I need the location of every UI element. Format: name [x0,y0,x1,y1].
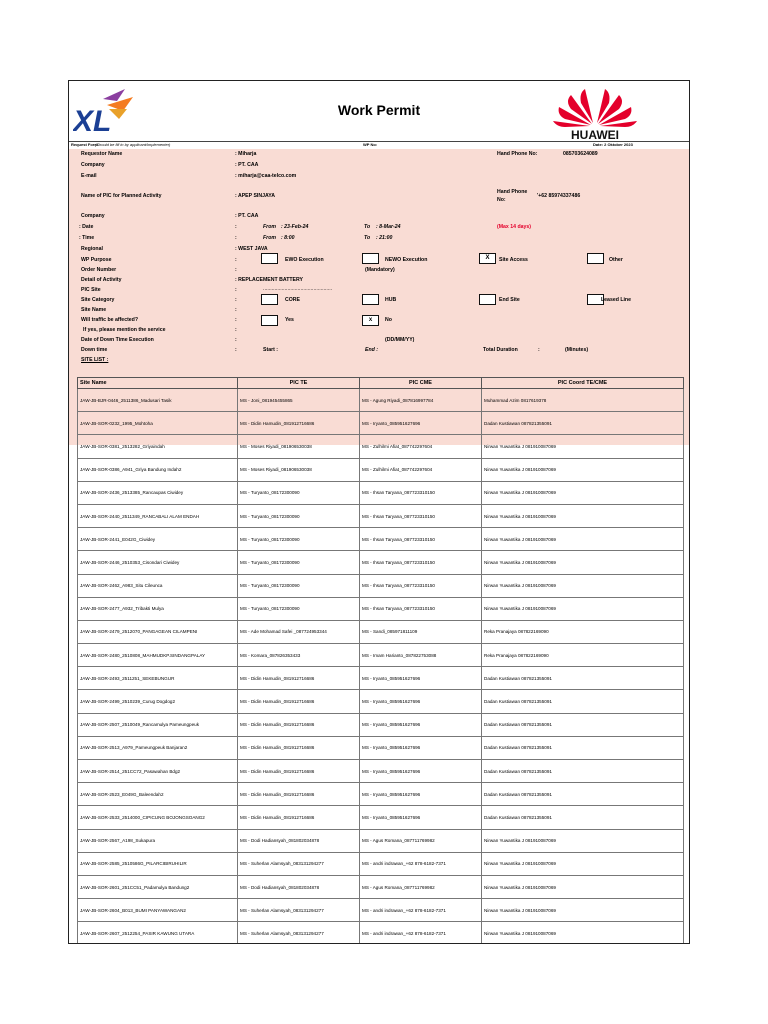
pic-coord-cell: Nirwan Yuwantika J 081910087069 [482,481,684,504]
date-from-label: From [263,224,276,230]
pic-coord-cell: Muhammad Azim 0817619378 [482,389,684,412]
core-label: CORE [285,297,300,303]
pic-te-cell: MS - Didin Hamudin_081912716686 [238,783,360,806]
date-label: Date: 2 Oktober 2023 [593,142,633,147]
pic-cme-cell: MS - Iryanto_085951627696 [360,713,482,736]
pic-cme-cell: MS - Ihsan Taryana_087723310150 [360,597,482,620]
time-row-label: : Time [79,235,95,241]
site-list-table [77,377,684,944]
pic-cme-cell: MS - Iryanto_085951627696 [360,412,482,435]
time-to-value[interactable]: : 21:00 [376,235,393,241]
column-header-site-name: Site Name [78,378,238,389]
pic-coord-cell: Nirwan Yuwantika J 081910087069 [482,528,684,551]
ewo-execution-label: EWO Execution [285,257,324,263]
pic-coord-cell: Nirwan Yuwantika J 081910087069 [482,852,684,875]
site-name-cell: JAW-JB-SOR-2480_2510808_MAHMUDKP.SINDANGPALAY [78,644,238,667]
down-date-label: Date of Down Time Execution [81,337,154,343]
pic-te-cell: MS - Dodi Hadiansyah_081802034878 [238,875,360,898]
pic-te-cell: MS - Didin Hamudin_081912716686 [238,690,360,713]
site-name-cell: JAW-JB-SOR-2462_A983_Situ Cileunca [78,574,238,597]
start-label: Start : [263,347,278,353]
table-row [78,551,684,574]
table-row [78,922,684,944]
table-row [78,875,684,898]
down-date-colon: : [235,337,237,343]
table-row [78,481,684,504]
pic-te-cell: MS - Suherlan Alamsyah_083131294277 [238,899,360,922]
site-name-cell: JAW-JB-SOR-2440_2511349_RANCABALI ALAM ENDAH [78,504,238,527]
hand-phone-value[interactable]: 085703624089 [563,151,598,157]
time-colon: : [235,235,237,241]
table-row [78,806,684,829]
pic-coord-cell: Reka Pranajaya 087822169090 [482,620,684,643]
site-name-cell: JAW-JB-SOR-2567_A198_Sukapura [78,829,238,852]
pic-te-cell: MS - Turyanto_08172300090 [238,551,360,574]
pic-te-cell: MS - Moses Riyadi_081906530038 [238,458,360,481]
other-checkbox[interactable] [587,253,604,264]
pic-cme-cell: MS - Iryanto_085951627696 [360,760,482,783]
pic-coord-cell: Nirwan Yuwantika J 081910087069 [482,574,684,597]
pic-cme-cell: MS - Ihsan Taryana_087723310150 [360,481,482,504]
pic-hand-phone-label: Hand Phone [497,189,528,195]
site-name-cell: JAW-JB-BJR-0446_2511386_Madusari Tasik [78,389,238,412]
pic-coord-cell: Nirwan Yuwantika J 081910087069 [482,829,684,852]
pic-cme-cell: MS - Ihsan Taryana_087723310150 [360,574,482,597]
email-value[interactable]: : miharja@caa-telco.com [235,173,297,179]
table-row [78,736,684,759]
table-row [78,760,684,783]
pic-company-value[interactable]: : PT. CAA [235,213,259,219]
pic-coord-cell: Dadan Kustiawan 087821355091 [482,736,684,759]
table-row [78,458,684,481]
email-label: E-mail [81,173,97,179]
site-name-label: Site Name [81,307,107,313]
site-name-cell: JAW-JB-SOR-2436_2513385_Rancaupas Ciwidey [78,481,238,504]
pic-cme-cell: MS - Agung Riyadi_087816997784 [360,389,482,412]
regional-label: Regional [81,246,103,252]
pic-coord-cell: Dadan Kustiawan 087821355091 [482,690,684,713]
table-row [78,574,684,597]
site-name-cell: JAW-JB-SOR-2441_E042G_Ciwidey [78,528,238,551]
company-value[interactable]: : PT. CAA [235,162,259,168]
pic-coord-cell: Nirwan Yuwantika J 081910087069 [482,597,684,620]
pic-cme-cell: MS - Iryanto_085951627696 [360,783,482,806]
site-category-colon: : [235,297,237,303]
wp-no-label: WP No: [363,142,378,147]
pic-cme-cell: MS - andri indrawan_+62 878-6182-7371 [360,852,482,875]
ewo-execution-checkbox[interactable] [261,253,278,264]
pic-coord-cell: Dadan Kustiawan 087821355091 [482,760,684,783]
site-name-cell: JAW-JB-SOR-0232_1995_Mohtoha [78,412,238,435]
pic-cme-cell: MS - Sandi_085971811109 [360,620,482,643]
column-header-pic-te: PIC TE [238,378,360,389]
date-to-value[interactable]: : 8-Mar-24 [376,224,401,230]
wp-purpose-label: WP Purpose [81,257,112,263]
core-checkbox[interactable] [261,294,278,305]
regional-value[interactable]: : WEST JAVA [235,246,268,252]
pic-te-cell: MS - Turyanto_08172300090 [238,504,360,527]
table-body [78,389,684,945]
site-name-cell: JAW-JB-SOR-2479_2512070_PANGAGEAN CILAMPENI [78,620,238,643]
pic-coord-cell: Nirwan Yuwantika J 081910087069 [482,551,684,574]
pic-coord-cell: Nirwan Yuwantika J 081910087069 [482,899,684,922]
total-duration-label: Total Duration [483,347,518,353]
svg-text:XL: XL [73,105,112,137]
total-duration-colon: : [538,347,540,353]
max-days-note: (Max 14 days) [497,224,532,230]
site-name-cell: JAW-JB-SOR-2601_251CC51_Padamulya Bandung2 [78,875,238,898]
pic-te-cell: MS - Dodi Hadiansyah_081802034878 [238,829,360,852]
pic-cme-cell: MS - Ihsan Taryana_087723310150 [360,504,482,527]
pic-te-cell: MS - Ade Mohamad Safei _087724953344 [238,620,360,643]
column-header-pic-cme: PIC CME [360,378,482,389]
request-form-label: Request Form [71,142,98,147]
page-title: Work Permit [337,102,421,118]
pic-coord-cell: Dadan Kustiawan 087821355091 [482,806,684,829]
table-row [78,435,684,458]
pic-cme-cell: MS - Iryanto_085951627696 [360,806,482,829]
pic-hand-phone-value[interactable]: '+62 85974337486 [537,193,581,199]
mention-service-label: If yes, please mention the service [83,327,166,333]
huawei-logo [545,83,645,141]
traffic-no-checkbox[interactable]: x [362,315,379,326]
table-row [78,899,684,922]
pic-te-cell: MS - Suherlan Alamsyah_083131294277 [238,852,360,875]
pic-coord-cell: Nirwan Yuwantika J 081910087069 [482,922,684,944]
minutes-label: (Minutes) [565,347,589,353]
site-list-title: SITE LIST : [81,357,109,363]
site-name-cell: JAW-JB-SOR-2493_2511251_SEKEBUNGUR [78,667,238,690]
site-name-cell: JAW-JB-SOR-2507_2510049_Rancamulya Pameungpeuk [78,713,238,736]
site-name-cell: JAW-JB-SOR-2514_251CC72_Pasawahan Bdg2 [78,760,238,783]
site-name-colon: : [235,307,237,313]
pic-name-label: Name of PIC for Planned Activity [81,193,162,199]
site-name-cell: JAW-JB-SOR-2499_2510239_Curug Dogdog2 [78,690,238,713]
site-name-cell: JAW-JB-SOR-2607_2512254_PASIR KAWUNG UTARA [78,922,238,944]
site-access-checkbox[interactable]: X [479,253,496,264]
table-row [78,620,684,643]
wp-purpose-colon: : [235,257,237,263]
pic-cme-cell: MS - Agus Romana_087711769982 [360,875,482,898]
huawei-wordmark: HUAWEI [571,128,619,141]
order-number-label: Order Number [81,267,117,273]
pic-cme-cell: MS - Agus Romana_087711769982 [360,829,482,852]
site-name-cell: JAW-JB-SOR-2523_E049G_Baleendah2 [78,783,238,806]
pic-cme-cell: MS - Zulhilmi Afiat_087742297604 [360,458,482,481]
table-row [78,667,684,690]
company-label: Company [81,162,105,168]
table-row [78,690,684,713]
header [69,81,689,142]
traffic-yes-label: Yes [285,317,294,323]
requestor-name-label: Requestor Name [81,151,123,157]
down-time-colon: : [235,347,237,353]
pic-coord-cell: Nirwan Yuwantika J 081910087069 [482,875,684,898]
traffic-yes-checkbox[interactable] [261,315,278,326]
site-name-cell: JAW-JB-SOR-2604_B013_BUMI PANYAWANGAN2 [78,899,238,922]
end-site-label: End Site [499,297,520,303]
table-row [78,783,684,806]
table-row [78,597,684,620]
time-from-label: From [263,235,276,241]
date-to-label: To [364,224,371,230]
table-row [78,713,684,736]
date-from-value[interactable]: : 23-Feb-24 [281,224,309,230]
order-number-colon: : [235,267,237,273]
pic-te-cell: MS - Moses Riyadi_081906530038 [238,435,360,458]
pic-cme-cell: MS - Ihsan Taryana_087723310150 [360,551,482,574]
time-to-label: To [364,235,371,241]
site-name-cell: JAW-JB-SOR-0381_2513282_Griyaindah [78,435,238,458]
date-colon: : [235,224,237,230]
table-row [78,389,684,412]
hub-label: HUB [385,297,397,303]
pic-cme-cell: MS - Iryanto_085951627696 [360,667,482,690]
pic-te-cell: MS - Didin Hamudin_081912716686 [238,412,360,435]
site-name-cell: JAW-JB-SOR-2585_2510586G_PILARCIBIRUHILIR [78,852,238,875]
pic-te-cell: MS - Turyanto_08172300090 [238,597,360,620]
detail-activity-label: Detail of Activity [81,277,122,283]
column-header-pic-coord: PIC Coord TE/CME [482,378,684,389]
newo-execution-checkbox[interactable] [362,253,379,264]
pic-te-cell: MS - Turyanto_08172300090 [238,528,360,551]
mandatory-note: (Mandatory) [365,267,395,273]
leased-line-label: Leased Line [601,297,631,303]
pic-coord-cell: Nirwan Yuwantika J 081910087069 [482,458,684,481]
pic-coord-cell: Dadan Kustiawan 087821355091 [482,713,684,736]
pic-site-label: PIC Site [81,287,101,293]
hub-checkbox[interactable] [362,294,379,305]
pic-coord-cell: Dadan Kustiawan 087821355091 [482,412,684,435]
table-row [78,644,684,667]
site-name-cell: JAW-JB-SOR-2513_A979_Pameungpeuk Banjaran2 [78,736,238,759]
traffic-label: Will traffic be affected? [81,317,139,323]
pic-coord-cell: Nirwan Yuwantika J 081910087069 [482,435,684,458]
pic-site-value[interactable]: ................................................ [263,286,333,292]
table-row [78,852,684,875]
pic-te-cell: MS - Didin Hamudin_081912716686 [238,713,360,736]
traffic-no-label: No [385,317,392,323]
pic-te-cell: MS - Didin Hamudin_081912716686 [238,760,360,783]
site-access-label: Site Access [499,257,528,263]
pic-cme-cell: MS - Zulhilmi Afiat_087742297604 [360,435,482,458]
pic-te-cell: MS - Turyanto_08172300090 [238,481,360,504]
date-row-label: : Date [79,224,94,230]
pic-company-label: Company [81,213,105,219]
pic-te-cell: MS - Didin Hamudin_081912716686 [238,806,360,829]
site-name-cell: JAW-JB-SOR-0386_A941_Griya Bandung Indah2 [78,458,238,481]
pic-cme-cell: MS - Ihsan Taryana_087723310150 [360,528,482,551]
request-note: (Should be fill in by applicant/implementer) [95,142,171,147]
site-list-table-wrapper [77,377,683,944]
pic-coord-cell: Dadan Kustiawan 087821355091 [482,667,684,690]
site-name-cell: JAW-JB-SOR-2446_2510353_Cisondari Ciwidey [78,551,238,574]
pic-te-cell: MS - Komara_087826353433 [238,644,360,667]
table-row [78,829,684,852]
newo-execution-label: NEWO Execution [385,257,428,263]
mention-service-colon: : [235,327,237,333]
pic-cme-cell: MS - Iryanto_085951627696 [360,736,482,759]
site-category-label: Site Category [81,297,115,303]
detail-activity-value[interactable]: : REPLACEMENT BATTERY [235,277,304,283]
pic-te-cell: MS - Didin Hamudin_081912716686 [238,667,360,690]
pic-site-colon: : [235,287,237,293]
table-row [78,412,684,435]
table-row [78,528,684,551]
site-name-cell: JAW-JB-SOR-2477_A932_Tribakti Mulya [78,597,238,620]
pic-cme-cell: MS - Iryanto_085951627696 [360,690,482,713]
end-label: End : [365,347,378,353]
down-date-format: (DD/MM/YY) [385,337,415,343]
pic-coord-cell: Reka Pranajaya 087822169090 [482,644,684,667]
table-row [78,504,684,527]
pic-hand-phone-label-2: No: [497,197,506,203]
pic-te-cell: MS - Turyanto_08172300090 [238,574,360,597]
table-header-row [78,378,684,389]
pic-te-cell: MS - Suherlan Alamsyah_083131294277 [238,922,360,944]
pic-te-cell: MS - Didin Hamudin_081912716686 [238,736,360,759]
time-from-value[interactable]: : 8:00 [281,235,295,241]
work-permit-sheet [68,80,690,944]
requestor-name-value[interactable]: : Miharja [235,151,257,157]
pic-cme-cell: MS - Imam Harianto_087822753088 [360,644,482,667]
pic-te-cell: MS - Joni_081945455865 [238,389,360,412]
pic-coord-cell: Dadan Kustiawan 087821355091 [482,783,684,806]
site-name-cell: JAW-JB-SOR-2533_2514000_CIPICUNG BOJONGSOANG2 [78,806,238,829]
other-label: Other [609,257,623,263]
hand-phone-label: Hand Phone No: [497,151,538,157]
pic-name-value[interactable]: : APEP SINJAYA [235,193,275,199]
down-time-label: Down time [81,347,108,353]
pic-cme-cell: MS - andri indrawan_+62 878-6182-7371 [360,899,482,922]
end-site-checkbox[interactable] [479,294,496,305]
traffic-colon: : [235,317,237,323]
pic-cme-cell: MS - andri indrawan_+62 878-6182-7371 [360,922,482,944]
pic-coord-cell: Nirwan Yuwantika J 081910087069 [482,504,684,527]
